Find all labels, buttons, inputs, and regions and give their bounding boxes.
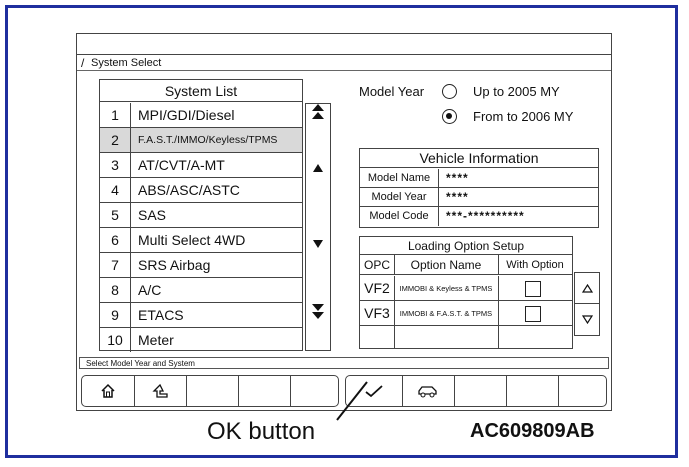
item-label: ETACS: [138, 307, 184, 323]
vehicle-information-header: Vehicle Information: [360, 149, 598, 168]
item-label: Multi Select 4WD: [138, 232, 246, 248]
system-list-header: System List: [100, 80, 302, 102]
item-label: F.A.S.T./IMMO/Keyless/TPMS: [138, 134, 278, 146]
vehicle-info-key: Model Name: [360, 169, 439, 188]
status-bar: Select Model Year and System: [79, 357, 609, 369]
item-label: Meter: [138, 332, 174, 348]
radio-label: From to 2006 MY: [473, 109, 574, 124]
column-header-opc: OPC: [360, 255, 395, 274]
item-number: 1: [100, 103, 131, 127]
model-year-label: Model Year: [359, 84, 425, 99]
ok-button-callout: OK button: [207, 418, 316, 445]
item-number: 7: [100, 253, 131, 277]
item-number: 3: [100, 153, 131, 177]
item-number: 6: [100, 228, 131, 252]
column-header-with-option: With Option: [506, 259, 564, 271]
item-label: ABS/ASC/ASTC: [138, 182, 240, 198]
screen-title: System Select: [91, 57, 162, 69]
column-header-option-name: Option Name: [394, 255, 499, 274]
vehicle-info-key: Model Code: [360, 207, 439, 226]
option-name: IMMOBI & F.A.S.T. & TPMS: [394, 301, 499, 325]
vehicle-info-value: ***-**********: [446, 209, 525, 223]
item-label: AT/CVT/A-MT: [138, 157, 225, 173]
option-name: IMMOBI & Keyless & TPMS: [394, 276, 499, 300]
radio-label: Up to 2005 MY: [473, 84, 560, 99]
item-number: 4: [100, 178, 131, 202]
vehicle-info-key: Model Year: [360, 188, 439, 207]
item-number: 8: [100, 278, 131, 302]
item-label: SAS: [138, 207, 167, 223]
title-slash-mark: /: [81, 56, 85, 70]
item-number: 9: [100, 303, 131, 327]
opc-code: VF2: [360, 276, 395, 300]
item-label: MPI/GDI/Diesel: [138, 107, 235, 123]
item-number: 10: [100, 328, 131, 352]
item-number: 5: [100, 203, 131, 227]
vehicle-info-value: ****: [446, 171, 469, 185]
item-number: 2: [100, 128, 131, 152]
item-label: SRS Airbag: [138, 257, 211, 273]
loading-option-header: Loading Option Setup: [360, 237, 572, 255]
opc-code: VF3: [360, 301, 395, 325]
figure-code: AC609809AB: [470, 420, 595, 442]
vehicle-info-value: ****: [446, 190, 469, 204]
item-label: A/C: [138, 282, 162, 298]
